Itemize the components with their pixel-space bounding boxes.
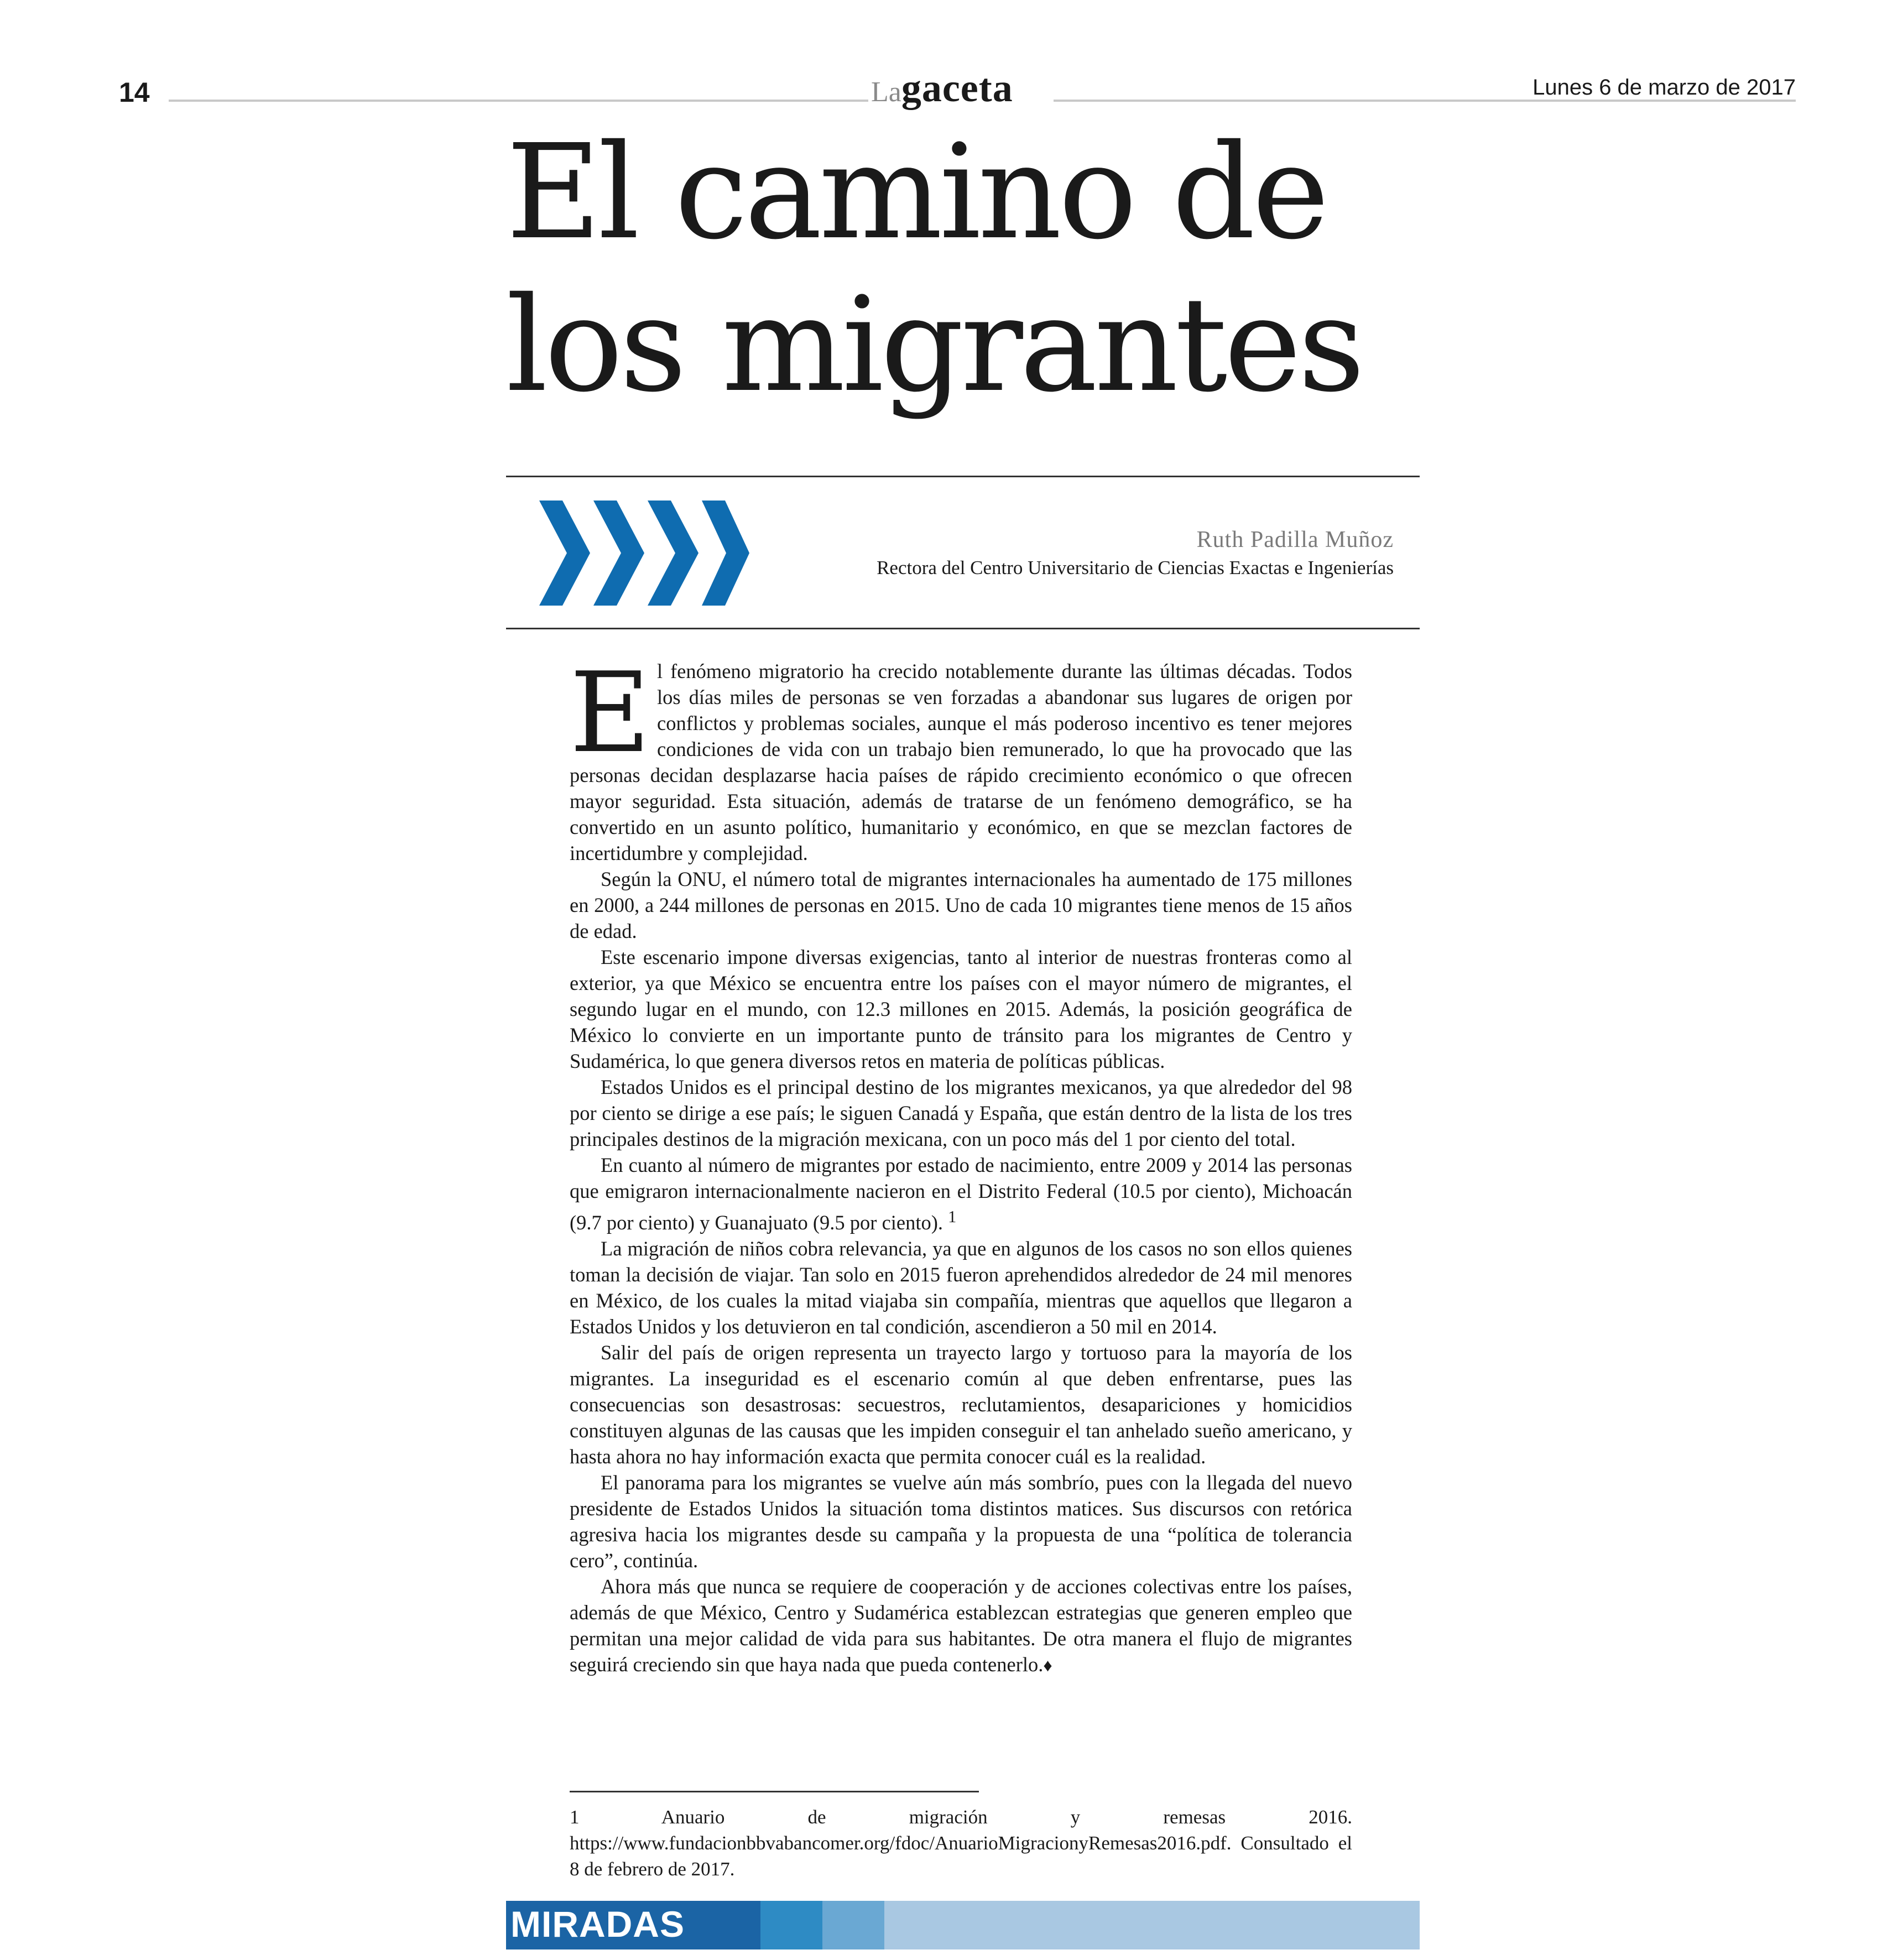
section-bar: [506, 1901, 1420, 1949]
issue-date: Lunes 6 de marzo de 2017: [1532, 75, 1796, 100]
footnote-rule: [570, 1791, 979, 1792]
footnote: 1 Anuario de migración y remesas 2016. https://www.fundacionbbvabancomer.org/fdoc/AnuarioMigracionyRemesas2016.pdf. Consultado el 8 de febrero de 2017.: [570, 1806, 1352, 1880]
paragraph-4: Estados Unidos es el principal destino de los migrantes mexicanos, ya que alrededor del 98 por ciento se dirige a ese país; le siguen Canadá y España, que están dentro de la lista de los tres principales destinos de la migración mexicana, con un poco más del 1 por ciento del total.: [570, 1076, 1352, 1150]
article-title-line1: El camino de: [506, 116, 1326, 268]
article-title: [506, 116, 1446, 421]
page-number: 14: [119, 77, 150, 108]
masthead-gaceta: gaceta: [901, 66, 1013, 110]
author-role: Rectora del Centro Universitario de Ciencias Exactas e Ingenierías: [877, 557, 1394, 578]
author-name: Ruth Padilla Muñoz: [1196, 527, 1394, 552]
section-bar-mid: [760, 1901, 822, 1949]
paragraph-3: Este escenario impone diversas exigencias, tanto al interior de nuestras fronteras como al exterior, ya que México se encuentra entre los países con el mayor número de migrantes, el segundo lugar en el mundo, con 12.3 millones en 2015. Además, la posición geográfica de México lo convierte en un importante punto de tránsito para los migrantes de Centro y Sudamérica, lo que genera diversos retos en materia de políticas públicas.: [570, 946, 1352, 1072]
paragraph-6: La migración de niños cobra relevancia, ya que en algunos de los casos no son ellos quienes toman la decisión de viajar. Tan solo en 2015 fueron aprehendidos alrededor de 24 mil menores en México, de los cuales la mitad viajaba sin compañía, mientras que aquellos que llegaron a Estados Unidos y los detuvieron en tal condición, ascendieron a 50 mil en 2014.: [570, 1237, 1352, 1338]
article-title-line2: los migrantes: [506, 269, 1362, 421]
paragraph-5: [570, 1152, 1352, 1236]
footnote-reference: 1: [948, 1207, 957, 1226]
chevron-right-icon: [539, 501, 749, 606]
paragraph-9: [570, 1573, 1352, 1678]
article-body: [570, 649, 1352, 1678]
paragraph-1: [570, 649, 1352, 866]
section-label: MIRADAS: [510, 1904, 685, 1945]
paragraph-9-text: Ahora más que nunca se requiere de cooperación y de acciones colectivas entre los países, además de que México, Centro y Sudamérica establezcan estrategias que generen empleo que permitan una mejor calidad de vida para sus habitantes. De otra manera el flujo de migrantes seguirá creciendo sin que haya nada que pueda contenerlo.: [570, 1575, 1352, 1676]
byline-bottom-rule: [506, 628, 1420, 629]
drop-cap: E: [570, 649, 650, 778]
paragraph-8: El panorama para los migrantes se vuelve aún más sombrío, pues con la llegada del nuevo presidente de Estados Unidos la situación toma distintos matices. Sus discursos con retórica agresiva hacia los migrantes desde su campaña y la propuesta de una “política de tolerancia cero”, continúa.: [570, 1471, 1352, 1572]
header-rule-left: [169, 100, 868, 102]
end-mark-icon: ♦: [1043, 1655, 1052, 1676]
paragraph-7: Salir del país de origen representa un trayecto largo y tortuoso para la mayoría de los migrantes. La inseguridad es el escenario común al que deben enfrentarse, pues las consecuencias son desastrosas: secuestros, reclutamientos, desapariciones y homicidios constituyen algunas de las causas que les impiden conseguir el tan anhelado sueño americano, y hasta ahora no hay información exacta que permita conocer cuál es la realidad.: [570, 1341, 1352, 1468]
paragraph-2: Según la ONU, el número total de migrantes internacionales ha aumentado de 175 millones en 2000, a 244 millones de personas en 2015. Uno de cada 10 migrantes tiene menos de 15 años de edad.: [570, 868, 1352, 942]
masthead-logo: [871, 65, 1048, 111]
masthead-la: La: [871, 76, 901, 108]
section-bar-light: [822, 1901, 884, 1949]
byline-top-rule: [506, 476, 1420, 477]
paragraph-5-text: En cuanto al número de migrantes por estado de nacimiento, entre 2009 y 2014 las personas que emigraron internacionalmente nacieron en el Distrito Federal (10.5 por ciento), Michoacán (9.7 por ciento) y Guanajuato (9.5 por ciento).: [570, 1154, 1352, 1234]
paragraph-1-text: l fenómeno migratorio ha crecido notablemente durante las últimas décadas. Todos los días miles de personas se ven forzadas a abandonar sus lugares de origen por conflictos y problemas sociales, aunque el más poderoso incentivo es tener mejores condiciones de vida con un trabajo bien remunerado, lo que ha provocado que las personas decidan desplazarse hacia países de rápido crecimiento económico o que ofrecen mayor seguridad. Esta situación, además de tratarse de un fenómeno demográfico, se ha convertido en un asunto político, humanitario y económico, en que se mezclan factores de incertidumbre y complejidad.: [570, 660, 1352, 864]
